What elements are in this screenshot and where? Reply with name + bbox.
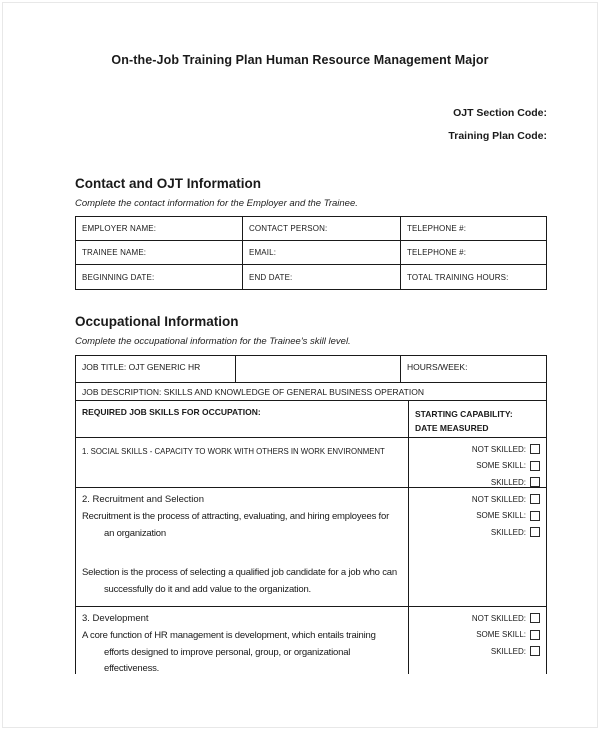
rating-option <box>409 508 542 525</box>
ojt-section-code-label: OJT Section Code: <box>453 107 547 119</box>
not-skilled-label: NOT SKILLED: <box>471 613 526 623</box>
skill-2-description <box>76 488 409 606</box>
occupational-table <box>75 355 547 674</box>
skill-2-paragraph-2: Selection is the process of selecting a qualified job candidate for a job who can successfully do it and add value to the organization. <box>82 567 397 595</box>
contact-section-subtitle: Complete the contact information for the Employer and the Trainee. <box>75 198 358 209</box>
skilled-label: SKILLED: <box>490 646 526 656</box>
not-skilled-label: NOT SKILLED: <box>471 444 526 454</box>
skill-3-title: 3. Development <box>82 613 149 624</box>
starting-capability-line: STARTING CAPABILITY: <box>415 409 513 419</box>
job-title-row <box>76 356 546 383</box>
occupational-section-heading: Occupational Information <box>75 314 239 329</box>
trainee-name-field: TRAINEE NAME: <box>76 241 243 264</box>
hours-week-field: HOURS/WEEK: <box>407 362 468 372</box>
document-title: On-the-Job Training Plan Human Resource Management Major <box>111 53 489 67</box>
checkbox-skill3-not-skilled[interactable] <box>530 613 540 623</box>
date-measured-line: DATE MEASURED <box>415 423 489 433</box>
skill-1-title: 1. SOCIAL SKILLS - CAPACITY TO WORK WITH OTHERS IN WORK ENVIRONMENT <box>82 447 385 456</box>
table-row <box>76 217 546 241</box>
email-field: EMAIL: <box>243 241 401 264</box>
required-skills-header: REQUIRED JOB SKILLS FOR OCCUPATION: <box>76 401 409 437</box>
contact-person-field: CONTACT PERSON: <box>243 217 401 240</box>
beginning-date-field: BEGINNING DATE: <box>76 265 243 289</box>
skilled-label: SKILLED: <box>490 527 526 537</box>
employer-telephone-field: TELEPHONE #: <box>407 224 467 233</box>
contact-section-heading: Contact and OJT Information <box>75 176 262 191</box>
rating-option <box>409 474 542 487</box>
job-description-row <box>76 383 546 401</box>
skill-3-paragraph-1: A core function of HR management is development, which entails training efforts designed to improve personal, group, or organizational effectiveness. <box>82 630 376 674</box>
checkbox-skill3-skilled[interactable] <box>530 646 540 656</box>
training-plan-code-label: Training Plan Code: <box>448 129 547 142</box>
not-skilled-label: NOT SKILLED: <box>471 494 526 504</box>
skill-row-recruitment-selection <box>76 488 546 607</box>
checkbox-skill2-not-skilled[interactable] <box>530 494 540 504</box>
skill-2-title: 2. Recruitment and Selection <box>82 494 204 505</box>
rating-option <box>409 627 542 644</box>
checkbox-skill2-some-skill[interactable] <box>530 511 540 521</box>
some-skill-label: SOME SKILL: <box>476 630 526 640</box>
rating-option <box>409 458 542 475</box>
checkbox-skill1-some-skill[interactable] <box>530 461 540 471</box>
skill-2-paragraph-1: Recruitment is the process of attracting, evaluating, and hiring employees for an organization <box>82 511 390 539</box>
table-row <box>76 265 546 289</box>
checkbox-skill2-skilled[interactable] <box>530 527 540 537</box>
contact-table <box>75 216 547 290</box>
rating-option <box>409 524 542 541</box>
some-skill-label: SOME SKILL: <box>476 461 526 471</box>
skill-2-rating-column <box>409 488 546 606</box>
skill-1-rating-column <box>409 438 546 487</box>
employer-name-field: EMPLOYER NAME: <box>76 217 243 240</box>
rating-option <box>409 441 542 458</box>
job-title-blank-cell <box>236 356 401 382</box>
rating-option <box>409 610 542 627</box>
checkbox-skill3-some-skill[interactable] <box>530 630 540 640</box>
some-skill-label: SOME SKILL: <box>476 511 526 521</box>
skill-3-rating-column <box>409 607 546 674</box>
job-title-field: JOB TITLE: OJT GENERIC HR <box>76 356 236 382</box>
rating-option <box>409 643 542 660</box>
trainee-telephone-field: TELEPHONE #: <box>407 248 467 257</box>
skill-row-development <box>76 607 546 674</box>
starting-capability-header <box>409 401 546 437</box>
skilled-label: SKILLED: <box>490 477 526 487</box>
skill-3-description <box>76 607 409 674</box>
skill-row-social-skills <box>76 438 546 488</box>
skill-1-description <box>76 438 409 487</box>
total-training-hours-field: TOTAL TRAINING HOURS: <box>407 272 509 282</box>
skills-header-row <box>76 401 546 438</box>
job-description-field: JOB DESCRIPTION: SKILLS AND KNOWLEDGE OF GENERAL BUSINESS OPERATION <box>82 386 424 397</box>
checkbox-skill1-not-skilled[interactable] <box>530 444 540 454</box>
end-date-field: END DATE: <box>243 265 401 289</box>
occupational-section-subtitle: Complete the occupational information for the Trainee's skill level. <box>75 336 351 347</box>
table-row <box>76 241 546 265</box>
code-labels <box>448 102 547 147</box>
checkbox-skill1-skilled[interactable] <box>530 477 540 487</box>
rating-option <box>409 491 542 508</box>
